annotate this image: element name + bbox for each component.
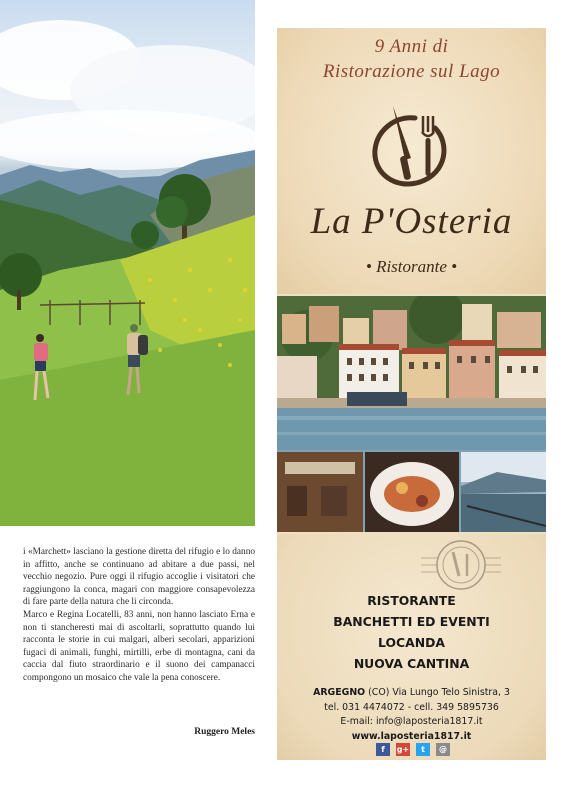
ad-services-panel [277, 534, 546, 760]
hikers-meadow-photo [0, 0, 255, 526]
phone-line: tel. 031 4474072 - cell. 349 5895736 [324, 701, 499, 713]
email-line: E-mail: info@laposteria1817.it [340, 716, 483, 727]
postmark-stamp-icon [421, 538, 501, 592]
twitter-icon[interactable]: t [416, 743, 430, 756]
ad-headline-lake: Ristorazione sul Lago [322, 61, 501, 82]
lake-village-photo-collage [277, 296, 546, 532]
article-author: Ruggero Meles [194, 727, 255, 737]
address-line [277, 686, 546, 701]
service-item: RISTORANTE [367, 593, 456, 608]
cutlery-logo-icon [365, 98, 459, 194]
restaurant-brand-name: La P'Osteria [310, 201, 513, 242]
website-link[interactable]: www.laposteria1817.it [351, 730, 472, 742]
restaurant-subtitle: • Ristorante • [365, 257, 458, 276]
article-paragraph-1: i «Marchett» lasciano la gestione diretta del rifugio e lo danno in affitto, anche se continuano ad abitare a due passi, nel vecchio negozio. Pure oggi il rifugio accoglie i visitatori che raggiungono la conca, magari con maggiore consapevolezza di fare parte della natura che li circonda. [23, 547, 255, 608]
ad-header [277, 28, 546, 294]
email-icon[interactable]: @ [436, 743, 450, 756]
service-item: NUOVA CANTINA [353, 656, 470, 671]
article-paragraph-2: Marco e Regina Locatelli, 83 anni, non hanno lasciato Erna e non ti stancheresti mai di ascoltarli, soprattutto quando lui racconta le storie in cui malgari, alberi secolari, apparizioni fugaci di animali, funghi, mirtilli, erbe di montagna, cani da caccia dal fiuto straordinario e il suono dei campanacci compongono un mosaico che vale la pena conoscere. [23, 609, 255, 683]
service-item: LOCANDA [378, 635, 445, 650]
social-icons [376, 743, 450, 756]
address-street: (CO) Via Lungo Telo Sinistra, 3 [365, 687, 510, 698]
service-item: BANCHETTI ED EVENTI [333, 614, 490, 629]
facebook-icon[interactable]: f [376, 743, 390, 756]
ad-headline-years: 9 Anni di [374, 36, 449, 57]
google-plus-icon[interactable]: g+ [396, 745, 410, 754]
article-text [23, 546, 255, 685]
services-list [277, 590, 546, 674]
contact-info [277, 686, 546, 744]
restaurant-advertisement [277, 28, 546, 760]
address-town: ARGEGNO [313, 687, 366, 698]
